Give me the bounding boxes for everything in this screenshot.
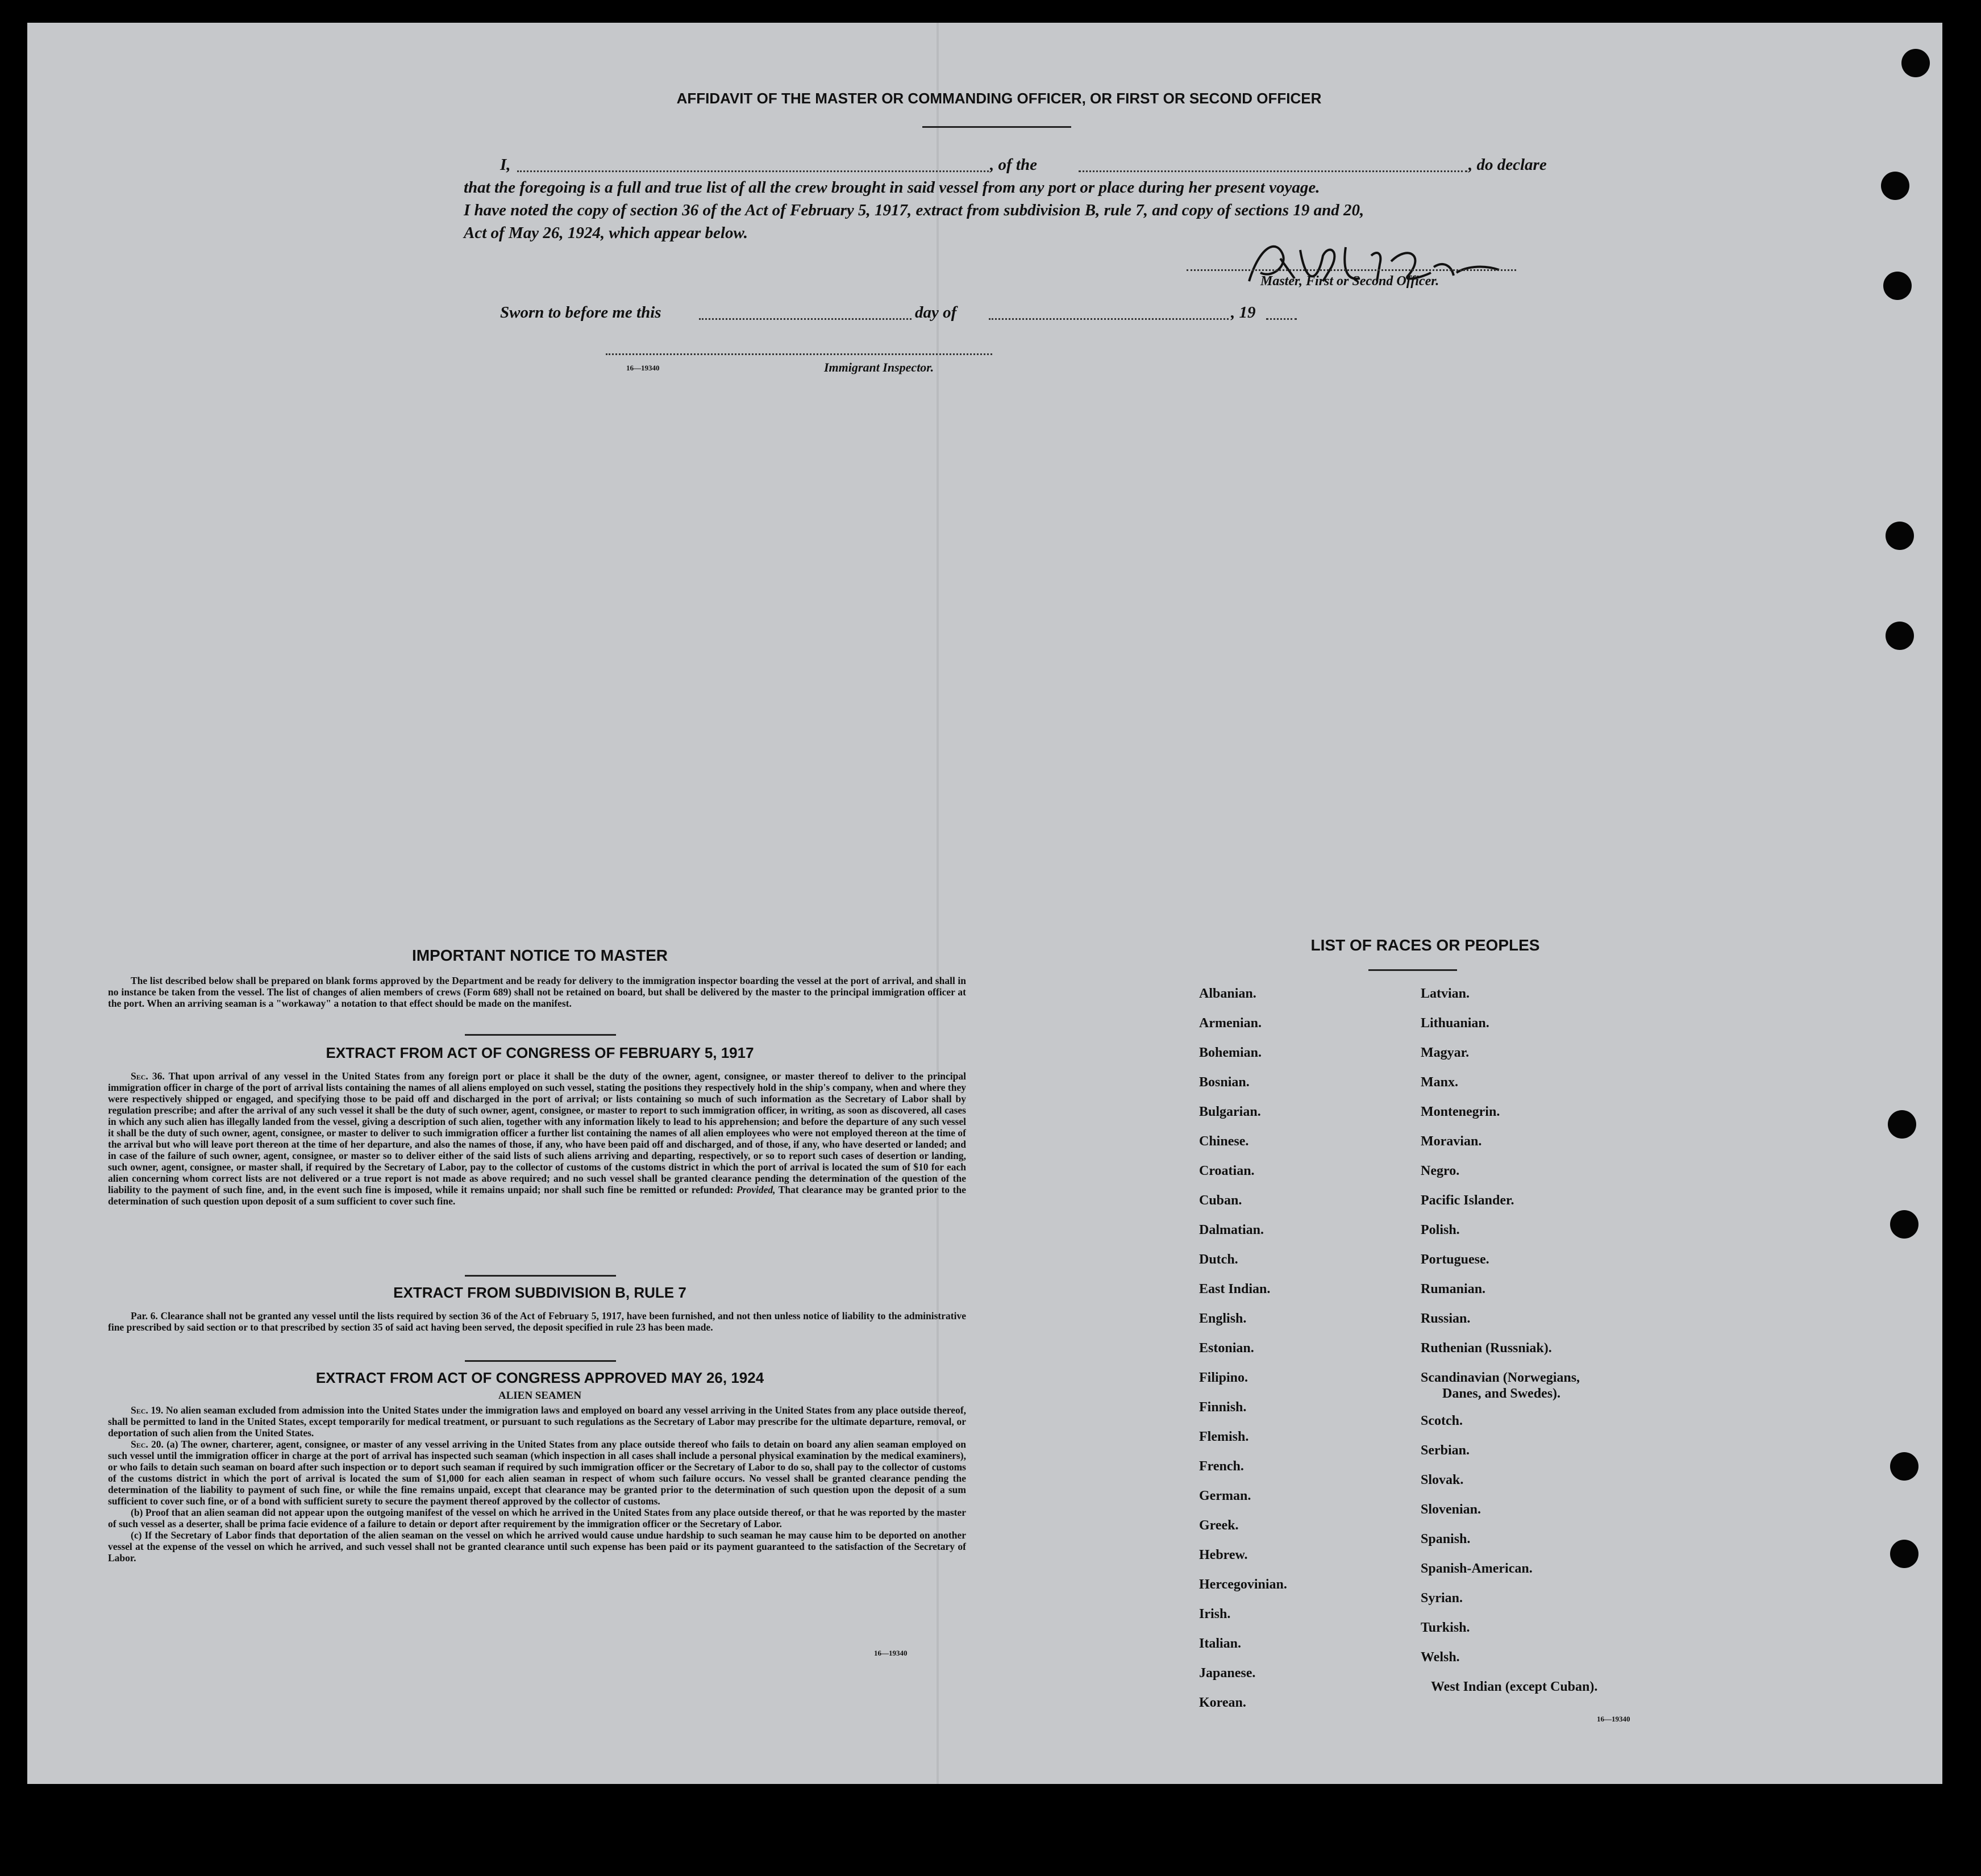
- sworn-year-field[interactable]: [1266, 318, 1297, 320]
- of-the-label: , of the: [990, 156, 1037, 174]
- race-item: Syrian.: [1421, 1591, 1463, 1606]
- affidavit-title: AFFIDAVIT OF THE MASTER OR COMMANDING OFFICER, OR FIRST OR SECOND OFFICER: [676, 90, 1322, 107]
- vessel-name-field[interactable]: [1079, 170, 1467, 172]
- race-item: Albanian.: [1199, 986, 1256, 1001]
- race-item: Hebrew.: [1199, 1548, 1248, 1562]
- punch-hole: [1886, 622, 1914, 650]
- sworn-label: Sworn to before me this: [500, 303, 661, 322]
- section-20c: (c) If the Secretary of Labor finds that deportation of the alien seaman on the vessel on which he arrived would cause undue hardship to such seaman he may cause him to be deported on another vessel at the expense of the vessel on which he arrived, and such vessel shall not be granted clearance until such expense has been paid or its payment guaranteed to the satisfaction of the Secretary of Labor.: [108, 1529, 966, 1564]
- race-item: Scotch.: [1421, 1414, 1463, 1428]
- sworn-month-field[interactable]: [989, 318, 1229, 320]
- race-item: Italian.: [1199, 1636, 1242, 1651]
- race-item: Slovenian.: [1421, 1502, 1481, 1517]
- extract-1917-body: [108, 1070, 966, 1207]
- race-item: Magyar.: [1421, 1045, 1470, 1060]
- section-19: [108, 1404, 966, 1439]
- section-36-label: Sec. 36.: [131, 1070, 165, 1082]
- race-item: Armenian.: [1199, 1016, 1262, 1031]
- race-item: West Indian (except Cuban).: [1431, 1679, 1598, 1694]
- race-item: Croatian.: [1199, 1164, 1255, 1178]
- race-item: English.: [1199, 1311, 1247, 1326]
- race-item: Latvian.: [1421, 986, 1470, 1001]
- provided-word: Provided,: [736, 1184, 776, 1195]
- race-item: Finnish.: [1199, 1400, 1247, 1415]
- form-page: [27, 23, 1942, 1784]
- races-title-underline: [1368, 969, 1457, 971]
- race-item: Manx.: [1421, 1075, 1458, 1090]
- sworn-day-field[interactable]: [699, 318, 912, 320]
- section-20a: [108, 1439, 966, 1507]
- section-36-end: That clearance may be granted prior to the determination of such question upon deposit of a sum sufficient to cover such fine.: [108, 1184, 967, 1207]
- race-item: Bohemian.: [1199, 1045, 1262, 1060]
- race-item: German.: [1199, 1489, 1251, 1503]
- punch-hole: [1883, 272, 1912, 300]
- race-item: Lithuanian.: [1421, 1016, 1489, 1031]
- race-item: Serbian.: [1421, 1443, 1470, 1458]
- race-item: Dalmatian.: [1199, 1223, 1264, 1237]
- race-item: Ruthenian (Russniak).: [1421, 1341, 1552, 1356]
- race-item: Flemish.: [1199, 1429, 1249, 1444]
- races-title: LIST OF RACES OR PEOPLES: [1310, 936, 1540, 954]
- extract-1917-divider: [465, 1275, 616, 1277]
- race-item: Turkish.: [1421, 1620, 1470, 1635]
- race-item: Welsh.: [1421, 1650, 1460, 1665]
- affidavit-line2: that the foregoing is a full and true list of all the crew brought in said vessel from any port or place during her present voyage.: [464, 178, 1320, 197]
- section-20b: (b) Proof that an alien seaman did not appear upon the outgoing manifest of the vessel on which he arrived in the United States from any place outside thereof, or that he was reported by the master of such vessel as a deserter, shall be prima facie evidence of a failure to detain or deport after requirement by the immigration officer or the Secretary of Labor.: [108, 1507, 966, 1529]
- race-item: Negro.: [1421, 1164, 1460, 1178]
- rule7-divider: [465, 1360, 616, 1362]
- race-item: Dutch.: [1199, 1252, 1238, 1267]
- race-item: Rumanian.: [1421, 1282, 1486, 1296]
- signature-caption: Master, First or Second Officer.: [1260, 274, 1439, 289]
- title-underline: [922, 126, 1071, 128]
- race-item: Korean.: [1199, 1695, 1246, 1710]
- race-item: Japanese.: [1199, 1666, 1256, 1681]
- inspector-signature-line: [606, 353, 992, 355]
- alien-seamen-subtitle: ALIEN SEAMEN: [498, 1390, 582, 1402]
- affidavit-line4: Act of May 26, 1924, which appear below.: [464, 224, 748, 242]
- race-item: Pacific Islander.: [1421, 1193, 1514, 1208]
- extract-1924-title: EXTRACT FROM ACT OF CONGRESS APPROVED MAY 26, 1924: [315, 1369, 764, 1386]
- notice-title: IMPORTANT NOTICE TO MASTER: [411, 947, 668, 964]
- inspector-caption: Immigrant Inspector.: [824, 360, 934, 374]
- punch-hole: [1888, 1110, 1916, 1139]
- day-of-label: day of: [915, 303, 957, 322]
- signature-line: [1187, 269, 1516, 271]
- race-item: Polish.: [1421, 1223, 1460, 1237]
- do-declare-label: , do declare: [1468, 156, 1547, 174]
- section-19-label: Sec. 19.: [131, 1404, 164, 1416]
- notice-divider: [465, 1034, 616, 1036]
- section-20-label: Sec. 20.: [131, 1439, 164, 1450]
- race-item: Hercegovinian.: [1199, 1577, 1287, 1592]
- race-item: Scandinavian (Norwegians,: [1421, 1370, 1580, 1385]
- rule7-title: EXTRACT FROM SUBDIVISION B, RULE 7: [393, 1284, 686, 1301]
- race-item: Estonian.: [1199, 1341, 1254, 1356]
- race-item: Greek.: [1199, 1518, 1239, 1533]
- race-item: Moravian.: [1421, 1134, 1482, 1149]
- race-item: Spanish.: [1421, 1532, 1471, 1546]
- punch-hole: [1890, 1210, 1918, 1239]
- notice-body: The list described below shall be prepared on blank forms approved by the Department and be ready for delivery to the immigration inspector boarding the vessel at the port of arrival, and shall in no instance be taken from the vessel. The list of changes of alien members of crews (Form 689) shall not be retained on board, but shall be delivered by the master to the principal immigration officer at the port. When an arriving seaman is a "workaway" a notation to that effect should be made on the manifest.: [108, 975, 966, 1009]
- section-19-text: No alien seaman excluded from admission into the United States under the immigration laws and employed on board any vessel arriving in the United States from any place outside thereof, shall be permitted to land in the United States, except temporarily for medical treatment, or pursuant to such regulations as the Secretary of Labor may prescribe for the ultimate departure, removal, or deportation of such alien from the United States.: [108, 1404, 967, 1439]
- race-item: Danes, and Swedes).: [1442, 1386, 1561, 1401]
- affidavit-form-number: 16—19340: [626, 364, 660, 372]
- punch-hole: [1881, 172, 1909, 200]
- race-item: Chinese.: [1199, 1134, 1249, 1149]
- punch-hole: [1890, 1540, 1918, 1568]
- officer-name-field[interactable]: [517, 170, 989, 172]
- punch-hole: [1886, 522, 1914, 550]
- races-form-number: 16—19340: [1597, 1715, 1630, 1723]
- race-item: Irish.: [1199, 1607, 1231, 1621]
- race-item: Montenegrin.: [1421, 1104, 1500, 1119]
- race-item: Russian.: [1421, 1311, 1471, 1326]
- race-item: Cuban.: [1199, 1193, 1242, 1208]
- extract-1917-title: EXTRACT FROM ACT OF CONGRESS OF FEBRUARY 5, 1917: [326, 1044, 754, 1061]
- race-item: East Indian.: [1199, 1282, 1271, 1296]
- race-item: Spanish-American.: [1421, 1561, 1533, 1576]
- rule7-body: Par. 6. Clearance shall not be granted any vessel until the lists required by section 36 of the Act of February 5, 1917, have been furnished, and not then unless notice of liability to the administrative fine prescribed by said section or to that prescribed by section 35 of said act having been served, the deposit specified in rule 23 has been made.: [108, 1310, 966, 1333]
- year-label: , 19: [1231, 303, 1256, 322]
- punch-hole: [1901, 49, 1930, 77]
- race-item: Slovak.: [1421, 1473, 1464, 1487]
- extract-form-number: 16—19340: [874, 1649, 908, 1657]
- punch-hole: [1890, 1452, 1918, 1481]
- section-20a-text: (a) The owner, charterer, agent, consignee, or master of any vessel arriving in the United States from any place outside thereof who fails to detain on board any alien seaman employed on such vessel until the immigration officer in charge at the port of arrival has inspected such seaman (which inspection in all cases shall include a personal physical examination by the medical examiners), or who fails to detain such seaman on board after such inspection or to deport such seaman if required by such immigration officer or the Secretary of Labor to do so, shall pay to the collector of customs of the customs district in which the port of arrival is located the sum of $1,000 for each alien seaman in respect of whom such failure occurs. No vessel shall be granted clearance pending the determination of the liability to payment of such fine, or while the fine remains unpaid, except that clearance may be granted prior to the determination of such question upon the deposit of a sum sufficient to cover such fine, or of a bond with sufficient surety to secure the payment thereof approved by the collector of customs.: [108, 1439, 967, 1507]
- affidavit-line3: I have noted the copy of section 36 of the Act of February 5, 1917, extract from subdivision B, rule 7, and copy of sections 19 and 20,: [464, 201, 1364, 219]
- extract-1924-body: [108, 1404, 966, 1564]
- race-item: French.: [1199, 1459, 1244, 1474]
- affidavit-line1: [500, 153, 1580, 176]
- i-label: I,: [500, 156, 511, 174]
- race-item: Filipino.: [1199, 1370, 1248, 1385]
- section-36-text: That upon arrival of any vessel in the United States from any foreign port or place it shall be the duty of the owner, agent, consignee, or master thereof to deliver to the principal immigration officer in charge of the port of arrival lists containing the names of all aliens employed on such vessel, stating the positions they respectively hold in the ship's company, when and where they were respectively shipped or engaged, and specifying those to be paid off and discharged in the port of arrival; or lists containing so much of such information as the Secretary of Labor shall by regulation prescribe; and after the arrival of any such vessel it shall be the duty of such owner, agent, consignee, or master to report to such immigration officer, in writing, as soon as discovered, all cases in which any such alien has illegally landed from the vessel, giving a description of such alien, together with any information likely to lead to his apprehension; and before the departure of any such vessel it shall be the duty of such owner, agent, consignee, or master to deliver to such immigration officer a further list containing the names of all alien employees who were not employed thereon at the time of the arrival but who will leave port thereon at the time of her departure, and also the names of those, if any, who have been paid off and discharged, and of those, if any, who have deserted or landed; and in case of the failure of such owner, agent, consignee, or master so to deliver either of the said lists of such aliens arriving and departing, respectively, or so to report such cases of desertion or landing, such owner, agent, consignee, or master shall, if required by the Secretary of Labor, pay to the collector of customs of the customs district in which the port of arrival is located the sum of $10 for each alien concerning whom correct lists are not delivered or a true report is not made as above required; and no such vessel shall be granted clearance pending the determination of the question of the liability to the payment of such fine, and, in the event such fine is imposed, while it remains unpaid; nor shall such fine be remitted or refunded:: [108, 1070, 967, 1195]
- race-item: Portuguese.: [1421, 1252, 1489, 1267]
- race-item: Bosnian.: [1199, 1075, 1250, 1090]
- race-item: Bulgarian.: [1199, 1104, 1261, 1119]
- sworn-line: [500, 301, 1352, 324]
